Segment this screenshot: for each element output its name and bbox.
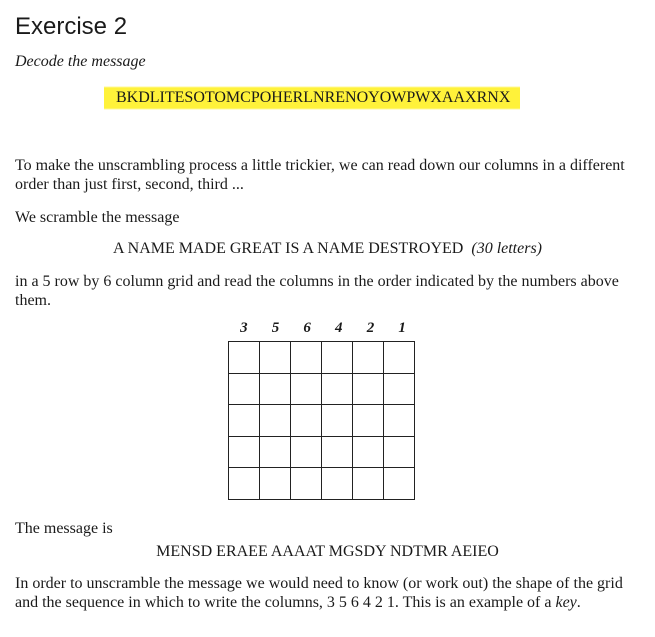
grid-cell	[291, 405, 322, 437]
grid-cell	[229, 342, 260, 374]
grid-cell	[384, 436, 415, 468]
grid-cell	[291, 342, 322, 374]
grid-cell	[353, 342, 384, 374]
key-word: key	[555, 594, 577, 611]
plaintext: A NAME MADE GREAT IS A NAME DESTROYED	[112, 240, 464, 257]
column-number: 2	[366, 320, 375, 336]
grid-cell	[322, 468, 353, 500]
paragraph-grid: in a 5 row by 6 column grid and read the columns in the order indicated by the numbers above them.	[15, 273, 619, 309]
grid-cell	[291, 373, 322, 405]
paragraph-scramble: We scramble the message	[15, 209, 180, 226]
subtitle: Decode the message	[15, 53, 146, 70]
grid-cell	[384, 468, 415, 500]
column-number: 6	[303, 320, 311, 336]
grid-cell	[229, 436, 260, 468]
grid-cell	[260, 436, 291, 468]
grid-cell	[322, 436, 353, 468]
grid-row	[229, 373, 415, 405]
grid-cell	[353, 468, 384, 500]
grid-cell	[322, 405, 353, 437]
column-order	[228, 320, 418, 337]
paragraph-intro: To make the unscrambling process a little trickier, we can read down our columns in a different order than just first, second, third ...	[15, 157, 625, 193]
grid-cell	[260, 342, 291, 374]
grid-cell	[260, 373, 291, 405]
scrambled-message: MENSD ERAEE AAAAT MGSDY NDTMR AEIEO	[156, 543, 499, 560]
grid-row	[229, 405, 415, 437]
grid-cell	[260, 468, 291, 500]
grid-cell	[353, 405, 384, 437]
letter-count: (30 letters)	[471, 240, 543, 257]
column-number: 5	[271, 320, 280, 336]
grid-cell	[260, 405, 291, 437]
grid-cell	[384, 405, 415, 437]
plaintext-message	[0, 239, 655, 258]
grid-row	[229, 342, 415, 374]
grid-row	[229, 468, 415, 500]
grid-cell	[229, 468, 260, 500]
highlighted-cipher: BKDLITESOTOMCPOHERLNRENOYOWPWXAAXRNX	[104, 86, 520, 110]
grid-cell	[322, 342, 353, 374]
scramble-grid	[228, 341, 415, 500]
key-end: .	[576, 594, 581, 611]
column-number: 1	[398, 320, 406, 336]
grid-cell	[229, 405, 260, 437]
grid-row	[229, 436, 415, 468]
grid-cell	[353, 373, 384, 405]
column-number: 3	[240, 320, 248, 336]
column-number: 4	[335, 320, 343, 336]
grid-cell	[384, 342, 415, 374]
grid-cell	[229, 373, 260, 405]
page-title: Exercise 2	[15, 13, 128, 40]
grid-cell	[384, 373, 415, 405]
key-text: In order to unscramble the message we would need to know (or work out) the shape of the grid and the sequence in which to write the columns, 3 5 6 4 2 1. This is an example of a	[15, 575, 623, 611]
grid-cell	[291, 468, 322, 500]
paragraph-key	[15, 574, 645, 612]
grid-cell	[291, 436, 322, 468]
paragraph-message-is: The message is	[15, 520, 113, 537]
grid-cell	[322, 373, 353, 405]
grid-cell	[353, 436, 384, 468]
